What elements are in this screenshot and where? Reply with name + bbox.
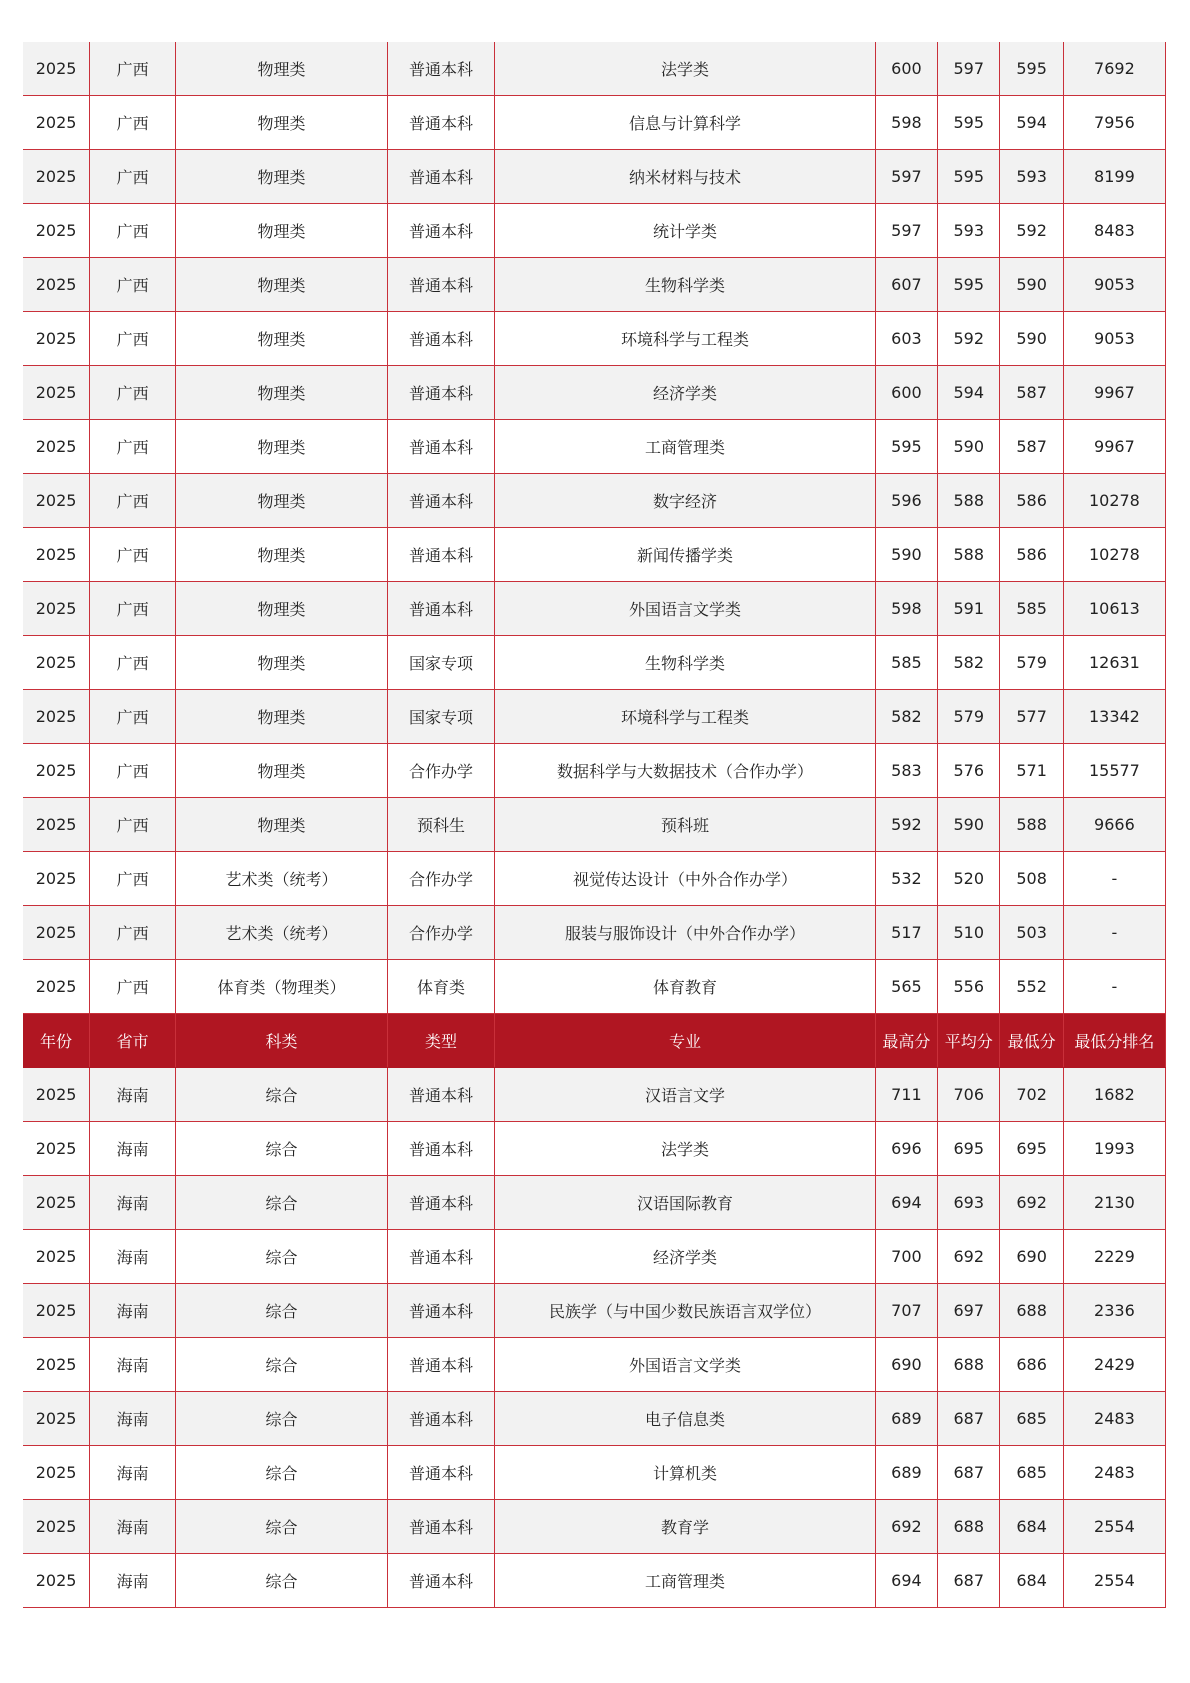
table-row [23, 366, 1166, 420]
max-score-cell: 600 [875, 366, 937, 420]
major-cell: 环境科学与工程类 [495, 312, 875, 366]
major-cell: 数字经济 [495, 474, 875, 528]
table-row [23, 798, 1166, 852]
table-row [23, 906, 1166, 960]
major-cell: 统计学类 [495, 204, 875, 258]
header-row [23, 1014, 1166, 1068]
avg-score-cell: 592 [938, 312, 1000, 366]
type-cell: 普通本科 [387, 582, 494, 636]
min-rank-cell: 2336 [1063, 1284, 1165, 1338]
subject-cell: 物理类 [176, 366, 388, 420]
max-score-cell: 583 [875, 744, 937, 798]
avg-score-cell: 510 [938, 906, 1000, 960]
avg-score-cell: 588 [938, 528, 1000, 582]
subject-cell: 物理类 [176, 690, 388, 744]
guangxi-rows [23, 42, 1166, 1014]
avg-score-cell: 688 [938, 1338, 1000, 1392]
major-cell: 经济学类 [495, 1230, 875, 1284]
max-score-cell: 597 [875, 150, 937, 204]
subject-cell: 艺术类（统考） [176, 906, 388, 960]
table-row [23, 96, 1166, 150]
type-cell: 普通本科 [387, 1500, 494, 1554]
min-score-cell: 692 [1000, 1176, 1063, 1230]
subject-cell: 物理类 [176, 582, 388, 636]
type-cell: 预科生 [387, 798, 494, 852]
min-rank-cell: 2429 [1063, 1338, 1165, 1392]
table-row [23, 582, 1166, 636]
major-cell: 汉语言文学 [495, 1068, 875, 1122]
type-cell: 普通本科 [387, 1068, 494, 1122]
min-rank-cell: 1993 [1063, 1122, 1165, 1176]
year-cell: 2025 [23, 420, 90, 474]
table-row [23, 1392, 1166, 1446]
max-score-cell: 597 [875, 204, 937, 258]
min-score-cell: 587 [1000, 420, 1063, 474]
avg-score-cell: 687 [938, 1392, 1000, 1446]
avg-score-cell: 591 [938, 582, 1000, 636]
major-cell: 信息与计算科学 [495, 96, 875, 150]
min-rank-cell: 8199 [1063, 150, 1165, 204]
table-row [23, 1068, 1166, 1122]
min-score-cell: 594 [1000, 96, 1063, 150]
min-rank-cell: 9967 [1063, 366, 1165, 420]
max-score-cell: 603 [875, 312, 937, 366]
avg-score-cell: 590 [938, 798, 1000, 852]
year-cell: 2025 [23, 258, 90, 312]
header-province: 省市 [90, 1014, 176, 1068]
year-cell: 2025 [23, 906, 90, 960]
max-score-cell: 694 [875, 1554, 937, 1608]
header-avg-score: 平均分 [938, 1014, 1000, 1068]
subject-cell: 物理类 [176, 744, 388, 798]
province-cell: 广西 [90, 42, 176, 96]
province-cell: 海南 [90, 1338, 176, 1392]
type-cell: 普通本科 [387, 1176, 494, 1230]
table-row [23, 744, 1166, 798]
max-score-cell: 694 [875, 1176, 937, 1230]
subject-cell: 物理类 [176, 636, 388, 690]
subject-cell: 综合 [176, 1284, 388, 1338]
province-cell: 海南 [90, 1122, 176, 1176]
major-cell: 生物科学类 [495, 636, 875, 690]
subject-cell: 物理类 [176, 204, 388, 258]
min-score-cell: 685 [1000, 1392, 1063, 1446]
subject-cell: 物理类 [176, 96, 388, 150]
hainan-rows [23, 1068, 1166, 1608]
type-cell: 合作办学 [387, 852, 494, 906]
header-max-score: 最高分 [875, 1014, 937, 1068]
type-cell: 体育类 [387, 960, 494, 1014]
province-cell: 广西 [90, 150, 176, 204]
type-cell: 普通本科 [387, 312, 494, 366]
province-cell: 广西 [90, 906, 176, 960]
year-cell: 2025 [23, 150, 90, 204]
table-row [23, 1284, 1166, 1338]
min-score-cell: 684 [1000, 1554, 1063, 1608]
major-cell: 工商管理类 [495, 420, 875, 474]
table-row [23, 1230, 1166, 1284]
major-cell: 数据科学与大数据技术（合作办学） [495, 744, 875, 798]
year-cell: 2025 [23, 474, 90, 528]
year-cell: 2025 [23, 636, 90, 690]
type-cell: 普通本科 [387, 366, 494, 420]
min-rank-cell: 2554 [1063, 1500, 1165, 1554]
min-score-cell: 592 [1000, 204, 1063, 258]
province-cell: 广西 [90, 528, 176, 582]
max-score-cell: 595 [875, 420, 937, 474]
year-cell: 2025 [23, 1176, 90, 1230]
avg-score-cell: 595 [938, 150, 1000, 204]
min-score-cell: 695 [1000, 1122, 1063, 1176]
major-cell: 汉语国际教育 [495, 1176, 875, 1230]
year-cell: 2025 [23, 312, 90, 366]
min-rank-cell: 2229 [1063, 1230, 1165, 1284]
year-cell: 2025 [23, 1122, 90, 1176]
major-cell: 纳米材料与技术 [495, 150, 875, 204]
table-header [23, 1014, 1166, 1068]
min-score-cell: 702 [1000, 1068, 1063, 1122]
type-cell: 国家专项 [387, 690, 494, 744]
table-row [23, 1176, 1166, 1230]
max-score-cell: 590 [875, 528, 937, 582]
subject-cell: 综合 [176, 1392, 388, 1446]
province-cell: 广西 [90, 690, 176, 744]
table-row [23, 852, 1166, 906]
major-cell: 电子信息类 [495, 1392, 875, 1446]
major-cell: 体育教育 [495, 960, 875, 1014]
min-rank-cell: 2130 [1063, 1176, 1165, 1230]
avg-score-cell: 693 [938, 1176, 1000, 1230]
province-cell: 广西 [90, 582, 176, 636]
max-score-cell: 565 [875, 960, 937, 1014]
year-cell: 2025 [23, 204, 90, 258]
major-cell: 环境科学与工程类 [495, 690, 875, 744]
province-cell: 海南 [90, 1392, 176, 1446]
min-score-cell: 686 [1000, 1338, 1063, 1392]
province-cell: 海南 [90, 1284, 176, 1338]
min-rank-cell: 2554 [1063, 1554, 1165, 1608]
major-cell: 外国语言文学类 [495, 1338, 875, 1392]
min-rank-cell: 7956 [1063, 96, 1165, 150]
max-score-cell: 596 [875, 474, 937, 528]
major-cell: 预科班 [495, 798, 875, 852]
avg-score-cell: 695 [938, 1122, 1000, 1176]
min-rank-cell: - [1063, 906, 1165, 960]
type-cell: 普通本科 [387, 150, 494, 204]
type-cell: 国家专项 [387, 636, 494, 690]
min-rank-cell: - [1063, 852, 1165, 906]
year-cell: 2025 [23, 1554, 90, 1608]
table-row [23, 528, 1166, 582]
table-row [23, 312, 1166, 366]
min-score-cell: 508 [1000, 852, 1063, 906]
max-score-cell: 582 [875, 690, 937, 744]
avg-score-cell: 597 [938, 42, 1000, 96]
subject-cell: 物理类 [176, 798, 388, 852]
avg-score-cell: 595 [938, 96, 1000, 150]
table-row [23, 690, 1166, 744]
year-cell: 2025 [23, 1284, 90, 1338]
province-cell: 海南 [90, 1500, 176, 1554]
year-cell: 2025 [23, 582, 90, 636]
header-min-rank: 最低分排名 [1063, 1014, 1165, 1068]
subject-cell: 综合 [176, 1068, 388, 1122]
table-row [23, 1338, 1166, 1392]
type-cell: 普通本科 [387, 1446, 494, 1500]
major-cell: 工商管理类 [495, 1554, 875, 1608]
min-score-cell: 688 [1000, 1284, 1063, 1338]
year-cell: 2025 [23, 1068, 90, 1122]
avg-score-cell: 582 [938, 636, 1000, 690]
min-rank-cell: - [1063, 960, 1165, 1014]
province-cell: 海南 [90, 1446, 176, 1500]
major-cell: 新闻传播学类 [495, 528, 875, 582]
min-score-cell: 552 [1000, 960, 1063, 1014]
header-year: 年份 [23, 1014, 90, 1068]
major-cell: 教育学 [495, 1500, 875, 1554]
subject-cell: 物理类 [176, 42, 388, 96]
subject-cell: 综合 [176, 1446, 388, 1500]
type-cell: 普通本科 [387, 1338, 494, 1392]
province-cell: 广西 [90, 960, 176, 1014]
subject-cell: 综合 [176, 1338, 388, 1392]
year-cell: 2025 [23, 1230, 90, 1284]
table-row [23, 1500, 1166, 1554]
min-score-cell: 503 [1000, 906, 1063, 960]
year-cell: 2025 [23, 960, 90, 1014]
avg-score-cell: 590 [938, 420, 1000, 474]
min-score-cell: 590 [1000, 312, 1063, 366]
type-cell: 普通本科 [387, 42, 494, 96]
min-rank-cell: 12631 [1063, 636, 1165, 690]
avg-score-cell: 687 [938, 1554, 1000, 1608]
avg-score-cell: 520 [938, 852, 1000, 906]
table-row [23, 42, 1166, 96]
header-major: 专业 [495, 1014, 875, 1068]
type-cell: 普通本科 [387, 1122, 494, 1176]
year-cell: 2025 [23, 1338, 90, 1392]
type-cell: 普通本科 [387, 474, 494, 528]
table-row [23, 1122, 1166, 1176]
min-score-cell: 579 [1000, 636, 1063, 690]
max-score-cell: 600 [875, 42, 937, 96]
major-cell: 法学类 [495, 1122, 875, 1176]
year-cell: 2025 [23, 690, 90, 744]
min-rank-cell: 9053 [1063, 258, 1165, 312]
type-cell: 普通本科 [387, 528, 494, 582]
min-rank-cell: 9666 [1063, 798, 1165, 852]
province-cell: 广西 [90, 312, 176, 366]
min-rank-cell: 15577 [1063, 744, 1165, 798]
subject-cell: 物理类 [176, 312, 388, 366]
subject-cell: 综合 [176, 1122, 388, 1176]
header-min-score: 最低分 [1000, 1014, 1063, 1068]
max-score-cell: 598 [875, 582, 937, 636]
type-cell: 普通本科 [387, 420, 494, 474]
major-cell: 外国语言文学类 [495, 582, 875, 636]
avg-score-cell: 579 [938, 690, 1000, 744]
subject-cell: 物理类 [176, 474, 388, 528]
avg-score-cell: 576 [938, 744, 1000, 798]
province-cell: 海南 [90, 1554, 176, 1608]
major-cell: 民族学（与中国少数民族语言双学位） [495, 1284, 875, 1338]
major-cell: 生物科学类 [495, 258, 875, 312]
min-rank-cell: 7692 [1063, 42, 1165, 96]
province-cell: 广西 [90, 204, 176, 258]
subject-cell: 综合 [176, 1554, 388, 1608]
subject-cell: 物理类 [176, 150, 388, 204]
subject-cell: 综合 [176, 1230, 388, 1284]
type-cell: 普通本科 [387, 204, 494, 258]
max-score-cell: 696 [875, 1122, 937, 1176]
year-cell: 2025 [23, 852, 90, 906]
min-score-cell: 684 [1000, 1500, 1063, 1554]
avg-score-cell: 688 [938, 1500, 1000, 1554]
avg-score-cell: 593 [938, 204, 1000, 258]
max-score-cell: 690 [875, 1338, 937, 1392]
min-rank-cell: 10278 [1063, 528, 1165, 582]
min-rank-cell: 9967 [1063, 420, 1165, 474]
type-cell: 合作办学 [387, 744, 494, 798]
min-rank-cell: 10278 [1063, 474, 1165, 528]
table-row [23, 150, 1166, 204]
table-row [23, 636, 1166, 690]
province-cell: 广西 [90, 852, 176, 906]
major-cell: 计算机类 [495, 1446, 875, 1500]
avg-score-cell: 697 [938, 1284, 1000, 1338]
year-cell: 2025 [23, 798, 90, 852]
avg-score-cell: 595 [938, 258, 1000, 312]
max-score-cell: 711 [875, 1068, 937, 1122]
max-score-cell: 689 [875, 1446, 937, 1500]
min-score-cell: 690 [1000, 1230, 1063, 1284]
major-cell: 经济学类 [495, 366, 875, 420]
table-row [23, 960, 1166, 1014]
table-row [23, 420, 1166, 474]
subject-cell: 体育类（物理类） [176, 960, 388, 1014]
type-cell: 普通本科 [387, 258, 494, 312]
province-cell: 海南 [90, 1230, 176, 1284]
province-cell: 广西 [90, 366, 176, 420]
min-rank-cell: 9053 [1063, 312, 1165, 366]
max-score-cell: 532 [875, 852, 937, 906]
header-type: 类型 [387, 1014, 494, 1068]
header-subject: 科类 [176, 1014, 388, 1068]
table-row [23, 1554, 1166, 1608]
type-cell: 普通本科 [387, 1284, 494, 1338]
min-score-cell: 595 [1000, 42, 1063, 96]
max-score-cell: 592 [875, 798, 937, 852]
subject-cell: 物理类 [176, 420, 388, 474]
max-score-cell: 689 [875, 1392, 937, 1446]
min-score-cell: 587 [1000, 366, 1063, 420]
min-score-cell: 571 [1000, 744, 1063, 798]
year-cell: 2025 [23, 366, 90, 420]
year-cell: 2025 [23, 96, 90, 150]
min-rank-cell: 1682 [1063, 1068, 1165, 1122]
max-score-cell: 585 [875, 636, 937, 690]
avg-score-cell: 692 [938, 1230, 1000, 1284]
province-cell: 海南 [90, 1068, 176, 1122]
min-score-cell: 590 [1000, 258, 1063, 312]
type-cell: 普通本科 [387, 96, 494, 150]
type-cell: 普通本科 [387, 1554, 494, 1608]
admission-score-table [23, 42, 1166, 1608]
min-score-cell: 586 [1000, 528, 1063, 582]
max-score-cell: 707 [875, 1284, 937, 1338]
year-cell: 2025 [23, 1392, 90, 1446]
max-score-cell: 700 [875, 1230, 937, 1284]
min-score-cell: 588 [1000, 798, 1063, 852]
type-cell: 合作办学 [387, 906, 494, 960]
major-cell: 视觉传达设计（中外合作办学） [495, 852, 875, 906]
year-cell: 2025 [23, 42, 90, 96]
province-cell: 广西 [90, 474, 176, 528]
province-cell: 广西 [90, 96, 176, 150]
min-score-cell: 586 [1000, 474, 1063, 528]
year-cell: 2025 [23, 528, 90, 582]
major-cell: 服装与服饰设计（中外合作办学） [495, 906, 875, 960]
min-score-cell: 593 [1000, 150, 1063, 204]
avg-score-cell: 594 [938, 366, 1000, 420]
type-cell: 普通本科 [387, 1230, 494, 1284]
province-cell: 广西 [90, 744, 176, 798]
min-rank-cell: 2483 [1063, 1392, 1165, 1446]
min-score-cell: 585 [1000, 582, 1063, 636]
province-cell: 广西 [90, 420, 176, 474]
subject-cell: 综合 [176, 1176, 388, 1230]
year-cell: 2025 [23, 1446, 90, 1500]
major-cell: 法学类 [495, 42, 875, 96]
province-cell: 广西 [90, 798, 176, 852]
avg-score-cell: 588 [938, 474, 1000, 528]
year-cell: 2025 [23, 744, 90, 798]
min-rank-cell: 2483 [1063, 1446, 1165, 1500]
max-score-cell: 607 [875, 258, 937, 312]
min-score-cell: 685 [1000, 1446, 1063, 1500]
min-rank-cell: 10613 [1063, 582, 1165, 636]
table-row [23, 474, 1166, 528]
max-score-cell: 517 [875, 906, 937, 960]
subject-cell: 物理类 [176, 528, 388, 582]
min-score-cell: 577 [1000, 690, 1063, 744]
table-row [23, 258, 1166, 312]
subject-cell: 艺术类（统考） [176, 852, 388, 906]
subject-cell: 物理类 [176, 258, 388, 312]
min-rank-cell: 13342 [1063, 690, 1165, 744]
avg-score-cell: 556 [938, 960, 1000, 1014]
max-score-cell: 692 [875, 1500, 937, 1554]
max-score-cell: 598 [875, 96, 937, 150]
avg-score-cell: 706 [938, 1068, 1000, 1122]
year-cell: 2025 [23, 1500, 90, 1554]
table-row [23, 1446, 1166, 1500]
avg-score-cell: 687 [938, 1446, 1000, 1500]
table-row [23, 204, 1166, 258]
province-cell: 海南 [90, 1176, 176, 1230]
type-cell: 普通本科 [387, 1392, 494, 1446]
min-rank-cell: 8483 [1063, 204, 1165, 258]
subject-cell: 综合 [176, 1500, 388, 1554]
province-cell: 广西 [90, 258, 176, 312]
province-cell: 广西 [90, 636, 176, 690]
